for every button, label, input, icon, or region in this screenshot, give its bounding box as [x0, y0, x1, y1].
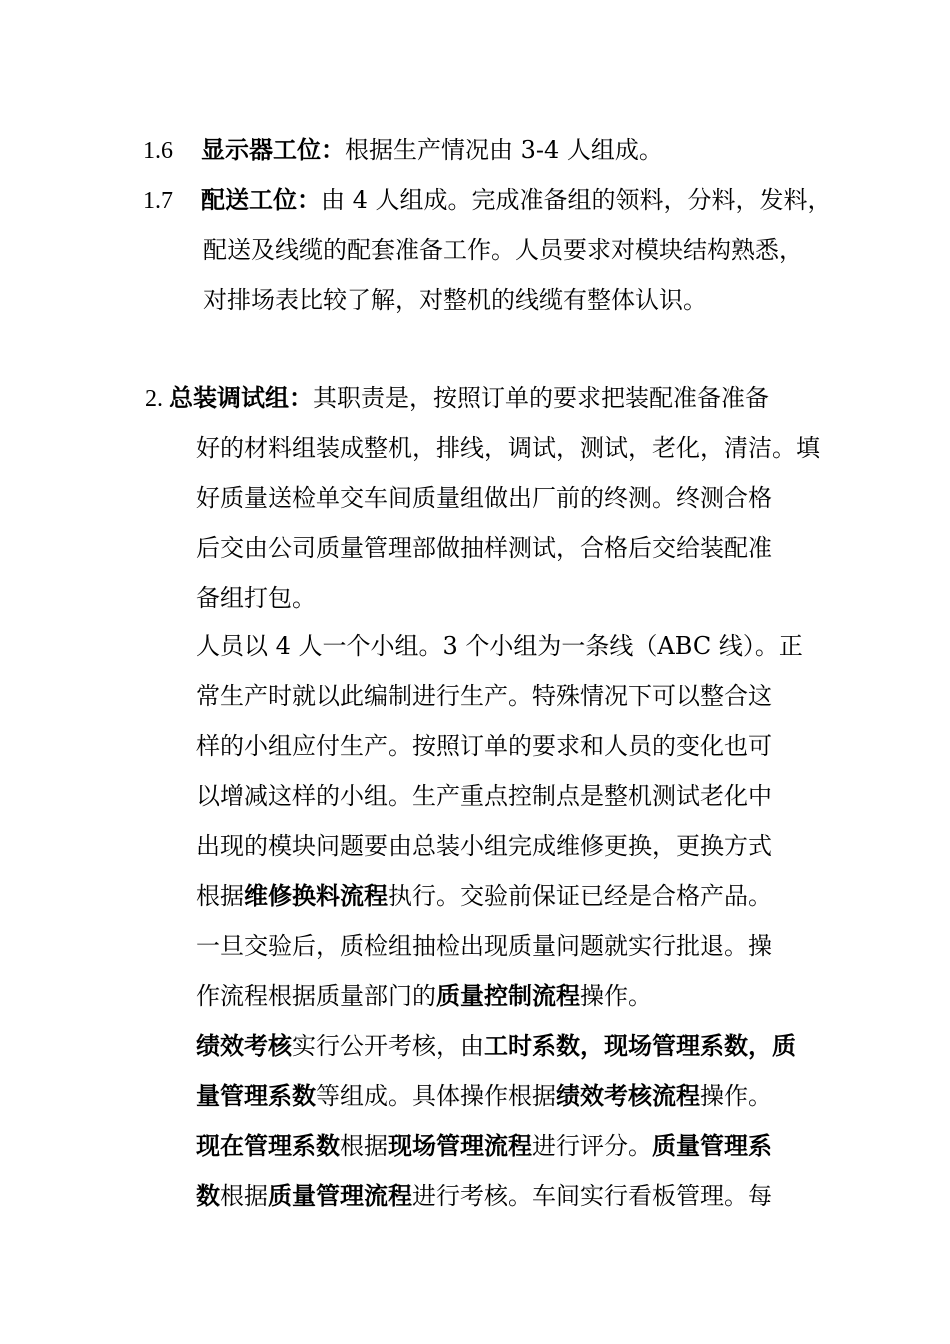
performance-appraisal-term: 绩效考核: [196, 1031, 292, 1060]
coefficient-terms: 工时系数，现场管理系数，质: [484, 1031, 796, 1060]
section-2-p2-line-6-c: 执行。交验前保证已经是合格产品。: [388, 882, 772, 910]
section-2-p3-line-1: [196, 1030, 796, 1062]
section-2-p4-line-1: [196, 1130, 772, 1162]
section-2-number: 2.: [145, 386, 163, 412]
section-1-7-title: 配送工位：: [201, 185, 321, 214]
section-1-6: [143, 134, 663, 166]
section-1-7-number: 1.7: [143, 188, 173, 214]
section-2-p4-line-2: [196, 1180, 772, 1212]
performance-appraisal-process: 绩效考核流程: [556, 1081, 700, 1110]
section-1-6-text: 根据生产情况由 3-4 人组成。: [345, 136, 663, 164]
section-2-title: 总装调试组：: [169, 383, 313, 412]
quality-management-process: 质量管理流程: [268, 1181, 412, 1210]
section-1-6-title: 显示器工位：: [201, 135, 345, 164]
quality-management-coefficient-term-2: 质量管理系: [652, 1131, 772, 1160]
section-2-p4-line-2-a: 数: [196, 1181, 220, 1210]
section-2-p3-line-1-b: 实行公开考核，由: [292, 1032, 484, 1060]
section-2-p2-line-3: 样的小组应付生产。按照订单的要求和人员的变化也可: [196, 732, 772, 760]
section-2-p4-line-2-d: 进行考核。车间实行看板管理。每: [412, 1182, 772, 1210]
section-1-7-line-3: 对排场表比较了解，对整机的线缆有整体认识。: [203, 286, 707, 314]
section-2-p1-line-4: 后交由公司质量管理部做抽样测试，合格后交给装配准: [196, 534, 772, 562]
section-2-p1-line-5: 备组打包。: [196, 584, 316, 612]
section-1-6-number: 1.6: [143, 138, 173, 164]
section-2-p2-line-6: [196, 880, 772, 912]
section-2-p4-line-2-b: 根据: [220, 1182, 268, 1210]
section-2-p3-line-2-b: 等组成。具体操作根据: [316, 1082, 556, 1110]
repair-replacement-process-link: 维修换料流程: [244, 881, 388, 910]
section-2-p2-line-8-c: 操作。: [580, 982, 652, 1010]
section-2-p1-line-2: 好的材料组装成整机，排线，调试，测试，老化，清洁。填: [196, 434, 820, 462]
quality-control-process: 质量控制流程: [436, 981, 580, 1010]
section-2-p1-line-3: 好质量送检单交车间质量组做出厂前的终测。终测合格: [196, 484, 772, 512]
section-2-p3-line-2-d: 操作。: [700, 1082, 772, 1110]
section-2-p4-line-1-b: 根据: [340, 1132, 388, 1160]
site-management-coefficient-term: 现在管理系数: [196, 1131, 340, 1160]
section-2-p2-line-2: 常生产时就以此编制进行生产。特殊情况下可以整合这: [196, 682, 772, 710]
section-2-p2-line-7: 一旦交验后，质检组抽检出现质量问题就实行批退。操: [196, 932, 772, 960]
section-2-p2-line-6-a: 根据: [196, 882, 244, 910]
site-management-process: 现场管理流程: [388, 1131, 532, 1160]
section-2-line-1: [145, 382, 769, 414]
section-1-7-line-1: [143, 184, 832, 216]
section-2-p2-line-4: 以增减这样的小组。生产重点控制点是整机测试老化中: [196, 782, 772, 810]
section-1-7-line-2: 配送及线缆的配套准备工作。人员要求对模块结构熟悉，: [203, 236, 803, 264]
quality-management-coefficient-term: 量管理系数: [196, 1081, 316, 1110]
section-2-p2-line-8-a: 作流程根据质量部门的: [196, 982, 436, 1010]
section-2-p2-line-8: [196, 980, 652, 1012]
section-2-p2-line-1: 人员以 4 人一个小组。3 个小组为一条线（ABC 线）。正: [196, 632, 803, 660]
section-2-p4-line-1-d: 进行评分。: [532, 1132, 652, 1160]
section-2-p2-line-5: 出现的模块问题要由总装小组完成维修更换，更换方式: [196, 832, 772, 860]
section-2-p3-line-2: [196, 1080, 772, 1112]
section-1-7-text-1: 由 4 人组成。完成准备组的领料，分料，发料，: [321, 186, 832, 214]
section-2-p1-line-1: 其职责是，按照订单的要求把装配准备准备: [313, 384, 769, 412]
